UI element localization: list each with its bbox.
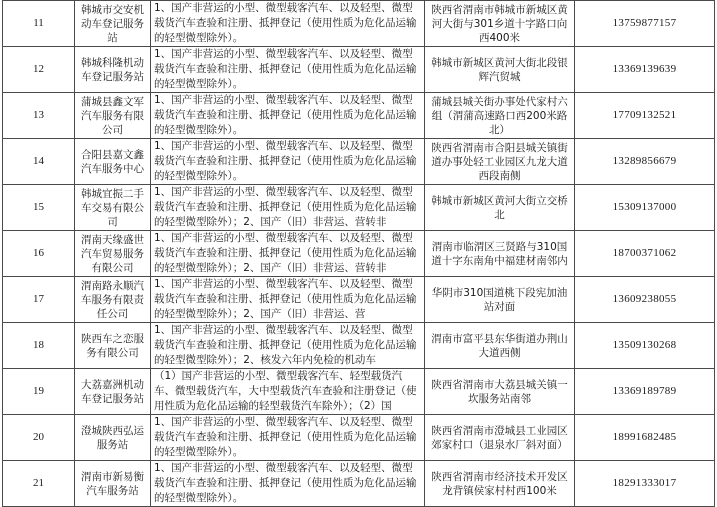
table-row <box>3 323 715 369</box>
station-address: 渭南市富平县东华街道办荆山大道西侧 <box>431 332 568 359</box>
station-address: 华阴市310国道桃下段宪加油站对面 <box>431 286 568 313</box>
service-scope-cell <box>151 1 425 47</box>
contact-phone-cell <box>575 47 715 93</box>
station-name-cell <box>75 139 151 185</box>
row-number-cell <box>3 47 75 93</box>
station-address: 蒲城县城关街办事处代家村六组（渭蒲高速路口西200米路北） <box>431 95 568 136</box>
contact-phone-cell <box>575 277 715 323</box>
contact-phone: 13609238055 <box>612 293 677 305</box>
row-number: 20 <box>33 431 44 443</box>
station-name-cell <box>75 47 151 93</box>
row-number: 17 <box>33 293 44 305</box>
station-address-cell <box>425 369 575 415</box>
station-address-cell <box>425 47 575 93</box>
contact-phone: 13509130268 <box>612 339 677 351</box>
service-scope-cell <box>151 415 425 461</box>
row-number-cell <box>3 323 75 369</box>
row-number-cell <box>3 461 75 507</box>
row-number: 14 <box>33 155 44 167</box>
station-name: 韩城宜振二手车交易有限公司 <box>81 187 144 228</box>
service-scope-cell <box>151 323 425 369</box>
station-address-cell <box>425 185 575 231</box>
service-scope: （1）国产非营运的小型、微型载客汽车、轻型载货汽车、微型载货汽车，大中型载货汽车查验和注册登记（使用性质为危化品运输的轻型载货汽车除外）；（2）国 <box>154 370 417 412</box>
service-scope-cell <box>151 369 425 415</box>
station-name-cell <box>75 231 151 277</box>
station-address: 陕西省渭南市经济技术开发区龙背镇侯家村村西100米 <box>431 470 568 497</box>
table-row <box>3 1 715 47</box>
service-station-table <box>2 0 715 507</box>
row-number: 18 <box>33 339 44 351</box>
station-address: 陕西省渭南市澄城县工业园区郊家村口（退泉水厂斜对面） <box>431 424 568 451</box>
service-scope-cell <box>151 47 425 93</box>
station-name-cell <box>75 185 151 231</box>
row-number: 16 <box>33 247 44 259</box>
station-name-cell <box>75 415 151 461</box>
row-number-cell <box>3 277 75 323</box>
station-name-cell <box>75 461 151 507</box>
service-scope: 1、国产非营运的小型、微型载客汽车、以及轻型、微型载货汽车查验和注册、抵押登记（使用性质为危化品运输的轻型微型除外）；2、国产（旧）非营运、营转非 <box>154 232 417 274</box>
contact-phone-cell <box>575 139 715 185</box>
row-number-cell <box>3 415 75 461</box>
row-number-cell <box>3 1 75 47</box>
contact-phone-cell <box>575 323 715 369</box>
contact-phone-cell <box>575 231 715 277</box>
station-address-cell <box>425 415 575 461</box>
row-number-cell <box>3 139 75 185</box>
service-scope: 1、国产非营运的小型、微型载客汽车、以及轻型、微型载货汽车查验和注册、抵押登记（使用性质为危化品运输的轻型微型除外）。 <box>154 462 417 504</box>
station-name-cell <box>75 369 151 415</box>
contact-phone: 17709132521 <box>612 109 677 121</box>
contact-phone-cell <box>575 461 715 507</box>
station-address-cell <box>425 93 575 139</box>
table-row <box>3 47 715 93</box>
contact-phone: 13369189789 <box>612 385 677 397</box>
station-address: 韩城市新城区黄河大街北段银辉汽贸城 <box>431 56 568 83</box>
table-row <box>3 93 715 139</box>
contact-phone-cell <box>575 415 715 461</box>
station-address-cell <box>425 1 575 47</box>
row-number-cell <box>3 231 75 277</box>
table-row <box>3 277 715 323</box>
station-address-cell <box>425 231 575 277</box>
row-number-cell <box>3 93 75 139</box>
contact-phone-cell <box>575 369 715 415</box>
row-number-cell <box>3 369 75 415</box>
service-scope: 1、国产非营运的小型、微型载客汽车、以及轻型、微型载货汽车查验和注册、抵押登记（使用性质为危化品运输的轻型微型除外）。 <box>154 140 417 182</box>
row-number: 19 <box>33 385 44 397</box>
station-name-cell <box>75 93 151 139</box>
station-name: 澄城陕西弘运服务站 <box>81 424 144 451</box>
service-scope: 1、国产非营运的小型、微型载客汽车、以及轻型、微型载货汽车查验和注册、抵押登记（使用性质为危化品运输的轻型微型除外）。 <box>154 416 417 458</box>
station-address: 陕西省渭南市大荔县城关镇一坎服务站南邻 <box>431 378 568 405</box>
station-name-cell <box>75 1 151 47</box>
service-scope-cell <box>151 93 425 139</box>
contact-phone: 13369139639 <box>612 63 677 75</box>
contact-phone: 13289856679 <box>612 155 677 167</box>
contact-phone: 18291333017 <box>612 477 677 489</box>
service-scope: 1、国产非营运的小型、微型载客汽车、以及轻型、微型载货汽车查验和注册、抵押登记（使用性质为危化品运输的轻型微型除外）；2、核发六年内免检的机动车 <box>154 324 417 366</box>
contact-phone: 13759877157 <box>612 17 677 29</box>
row-number: 15 <box>33 201 44 213</box>
contact-phone-cell <box>575 185 715 231</box>
station-name: 渭南天缘盛世汽车贸易服务有限公司 <box>81 233 144 274</box>
service-scope-cell <box>151 231 425 277</box>
row-number: 21 <box>33 477 44 489</box>
table-row <box>3 369 715 415</box>
station-address-cell <box>425 323 575 369</box>
table-row <box>3 231 715 277</box>
contact-phone-cell <box>575 1 715 47</box>
station-name: 陕西车之恋服务有限公司 <box>81 332 144 359</box>
service-scope-cell <box>151 461 425 507</box>
station-name: 大荔嘉洲机动车登记服务站 <box>81 378 144 405</box>
table-row <box>3 139 715 185</box>
station-name-cell <box>75 323 151 369</box>
contact-phone: 18700371062 <box>612 247 677 259</box>
row-number-cell <box>3 185 75 231</box>
table-row <box>3 415 715 461</box>
station-address: 陕西省渭南市韩城市新城区黄河大街与301乡道十字路口向西400米 <box>431 3 568 44</box>
service-scope: 1、国产非营运的小型、微型载客汽车、以及轻型、微型载货汽车查验和注册、抵押登记（使用性质为危化品运输的轻型微型除外）；2、国产（旧）非营运、营 <box>154 278 417 320</box>
service-scope-cell <box>151 185 425 231</box>
station-address: 陕西省渭南市合阳县城关镇街道办事处轻工业园区九龙大道西段南侧 <box>431 141 568 182</box>
station-address: 韩城市新城区黄河大街立交桥北 <box>431 194 568 221</box>
station-address: 渭南市临渭区三贤路与310国道十字东南角中福建材南邻内 <box>431 240 568 267</box>
table-body <box>3 1 715 507</box>
station-name: 渭南市新易衡汽车服务站 <box>81 470 144 497</box>
contact-phone: 18991682485 <box>612 431 677 443</box>
station-name: 渭南路永顺汽车服务有限责任公司 <box>81 279 144 320</box>
service-scope: 1、国产非营运的小型、微型载客汽车、以及轻型、微型载货汽车查验和注册、抵押登记（使用性质为危化品运输的轻型微型除外）。 <box>154 48 417 90</box>
station-name: 韩城科隆机动车登记服务站 <box>81 56 144 83</box>
row-number: 11 <box>33 17 44 29</box>
contact-phone-cell <box>575 93 715 139</box>
contact-phone: 15309137000 <box>612 201 677 213</box>
station-address-cell <box>425 277 575 323</box>
service-scope: 1、国产非营运的小型、微型载客汽车、以及轻型、微型载货汽车查验和注册、抵押登记（使用性质为危化品运输的轻型微型除外）。 <box>154 2 417 44</box>
table-row <box>3 461 715 507</box>
service-scope-cell <box>151 277 425 323</box>
service-scope: 1、国产非营运的小型、微型载客汽车、以及轻型、微型载货汽车查验和注册、抵押登记（使用性质为危化品运输的轻型微型除外）。 <box>154 94 417 136</box>
station-address-cell <box>425 139 575 185</box>
service-scope: 1、国产非营运的小型、微型载客汽车、以及轻型、微型载货汽车查验和注册、抵押登记（使用性质为危化品运输的轻型微型除外）；2、国产（旧）非营运、营转非 <box>154 186 417 228</box>
station-address-cell <box>425 461 575 507</box>
row-number: 12 <box>33 63 44 75</box>
station-name-cell <box>75 277 151 323</box>
service-scope-cell <box>151 139 425 185</box>
station-name: 合阳县嘉文鑫汽车服务中心 <box>81 148 144 175</box>
station-name: 蒲城县鑫文军汽车服务有限公司 <box>81 95 144 136</box>
row-number: 13 <box>33 109 44 121</box>
station-name: 韩城市交安机动车登记服务站 <box>81 3 144 44</box>
table-row <box>3 185 715 231</box>
